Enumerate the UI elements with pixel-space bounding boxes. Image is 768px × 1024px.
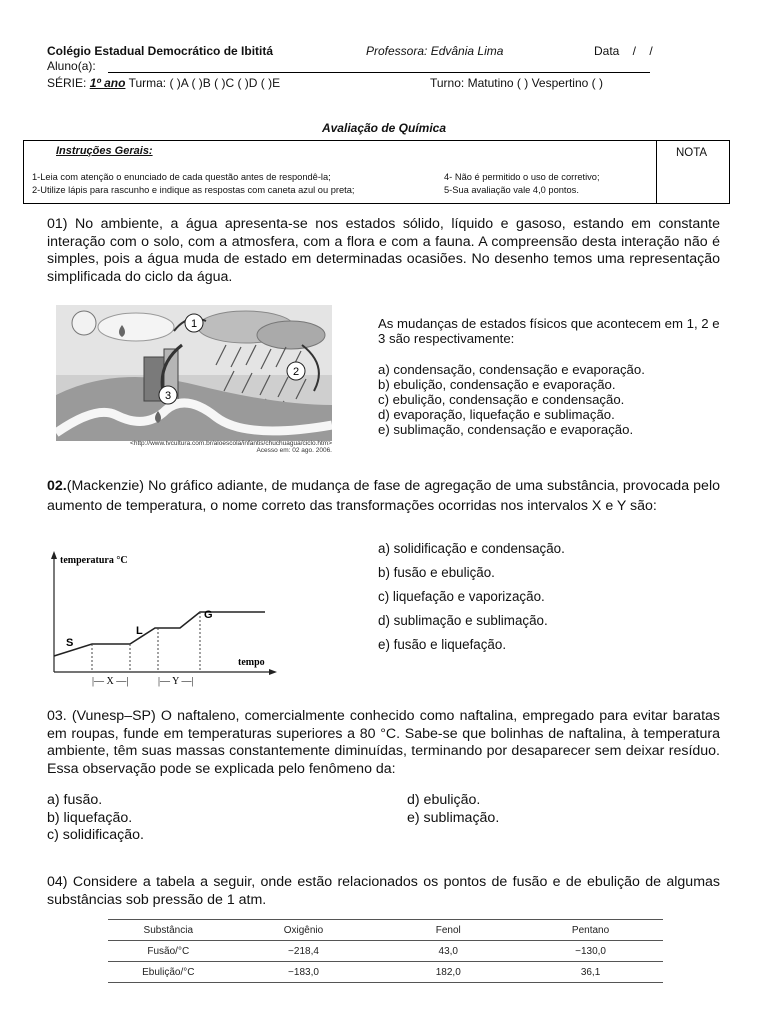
question-4-text: 04) Considere a tabela a seguir, onde estão relacionados os pontos de fusão e de ebulição de algumas substâncias sob pressão de 1 atm. [47, 874, 720, 908]
state-label-l: L [136, 625, 143, 637]
option-d[interactable]: d) ebulição. [407, 792, 481, 808]
option-d[interactable]: d) evaporação, liquefação e sublimação. [378, 407, 615, 422]
instruction-item: 4- Não é permitido o uso de corretivo; [444, 172, 600, 182]
grade-divider [656, 141, 657, 203]
table-header-row [108, 920, 663, 941]
cycle-label-2: 2 [292, 366, 300, 378]
table-cell: 36,1 [518, 962, 663, 983]
question-1-text: 01) No ambiente, a água apresenta-se nos estados sólido, líquido e gasoso, estando em constante interação com o solo, com a atmosfera, com a flora e com a fauna. A compreensão desta interação não é simples, pois a água muda de estado em determinadas ocasiões. No desenho temos uma representação simplificada do ciclo da água. [47, 216, 720, 285]
image-caption-url: <http://www.tvcultura.com.br/aloescola/infantis/chuchuagua/ciclo.htm> [130, 440, 332, 447]
option-e[interactable]: e) fusão e liquefação. [378, 637, 507, 652]
instructions-heading: Instruções Gerais: [56, 145, 153, 157]
table-row [108, 941, 663, 962]
option-b[interactable]: b) ebulição, condensação e evaporação. [378, 377, 616, 392]
phase-graph [40, 548, 280, 690]
instructions-box [23, 140, 730, 204]
option-c[interactable]: c) liquefação e vaporização. [378, 589, 545, 604]
option-a[interactable]: a) fusão. [47, 792, 103, 808]
question-3-text: 03. (Vunesp–SP) O naftaleno, comercialmente conhecido como naftalina, empregado para evitar baratas em roupas, funde em temperaturas superiores a 80 °C. Sabe-se que bolinhas de naftalina, à temperatura ambiente, têm suas massas constantemente diminuídas, terminando por desaparecer sem deixar resíduo. Essa observação pode se explicada pelo fenômeno da: [47, 708, 720, 777]
question-2-body: (Mackenzie) No gráfico adiante, de mudança de fase de agregação de uma substância, provocada pelo aumento de temperatura, o nome correto das transformações ocorridas nos intervalos X e Y são: [47, 478, 720, 514]
option-e[interactable]: e) sublimação, condensação e evaporação. [378, 422, 634, 437]
cycle-label-1: 1 [190, 318, 198, 330]
question-3-options-right [407, 792, 499, 827]
table-header-cell: Fenol [378, 920, 518, 941]
option-a[interactable]: a) condensação, condensação e evaporação. [378, 362, 645, 377]
option-b[interactable]: b) fusão e ebulição. [378, 565, 495, 580]
turma-options[interactable]: Turma: ( )A ( )B ( )C ( )D ( )E [128, 76, 281, 90]
interval-x: |— X —| [92, 676, 129, 687]
question-1-prompt: As mudanças de estados físicos que acontecem em 1, 2 e 3 são respectivamente: [378, 316, 720, 346]
substances-table [108, 919, 663, 983]
student-label: Aluno(a): [47, 59, 96, 73]
option-b[interactable]: b) liquefação. [47, 809, 133, 826]
page-title: Avaliação de Química [321, 121, 447, 135]
table-header-cell: Oxigênio [229, 920, 379, 941]
option-e[interactable]: e) sublimação. [407, 809, 500, 826]
table-cell: −130,0 [518, 941, 663, 962]
teacher-name: Professora: Edvânia Lima [366, 44, 504, 58]
image-caption [60, 440, 332, 454]
series-row [47, 76, 280, 90]
state-label-g: G [204, 609, 213, 621]
date-label: Data / / [594, 44, 653, 58]
instruction-item: 2-Utilize lápis para rascunho e indique as respostas com caneta azul ou preta; [32, 185, 355, 195]
table-cell: 182,0 [378, 962, 518, 983]
interval-y: |— Y —| [158, 676, 194, 687]
table-cell: 43,0 [378, 941, 518, 962]
image-caption-access: Acesso em: 02 ago. 2006. [256, 447, 332, 454]
instruction-item: 5-Sua avaliação vale 4,0 pontos. [444, 185, 579, 195]
question-2-text [47, 477, 720, 516]
cycle-label-3: 3 [164, 390, 172, 402]
table-header-cell: Substância [108, 920, 229, 941]
table-cell: −218,4 [229, 941, 379, 962]
question-2-number: 02. [47, 478, 67, 494]
question-3-options-left [47, 792, 144, 845]
question-1-options [378, 362, 645, 437]
table-cell: −183,0 [229, 962, 379, 983]
table-cell: Fusão/°C [108, 941, 229, 962]
turno-options[interactable]: Turno: Matutino ( ) Vespertino ( ) [430, 76, 603, 90]
option-c[interactable]: c) solidificação. [47, 827, 144, 843]
graph-xlabel: tempo [238, 657, 265, 668]
option-a[interactable]: a) solidificação e condensação. [378, 541, 565, 556]
question-2-options [378, 537, 565, 657]
series-label: SÉRIE: [47, 76, 87, 90]
instruction-item: 1-Leia com atenção o enunciado de cada questão antes de respondê-la; [32, 172, 331, 182]
grade-label: NOTA [676, 147, 708, 159]
table-header-cell: Pentano [518, 920, 663, 941]
student-name-line[interactable] [108, 72, 650, 73]
option-c[interactable]: c) ebulição, condensação e condensação. [378, 392, 625, 407]
school-name: Colégio Estadual Democrático de Ibititá [47, 44, 274, 58]
state-label-s: S [66, 637, 74, 649]
table-row [108, 962, 663, 983]
graph-ylabel: temperatura °C [60, 555, 128, 566]
table-cell: Ebulição/°C [108, 962, 229, 983]
option-d[interactable]: d) sublimação e sublimação. [378, 613, 548, 628]
series-value: 1º ano [89, 76, 126, 90]
water-cycle-image [56, 305, 332, 441]
